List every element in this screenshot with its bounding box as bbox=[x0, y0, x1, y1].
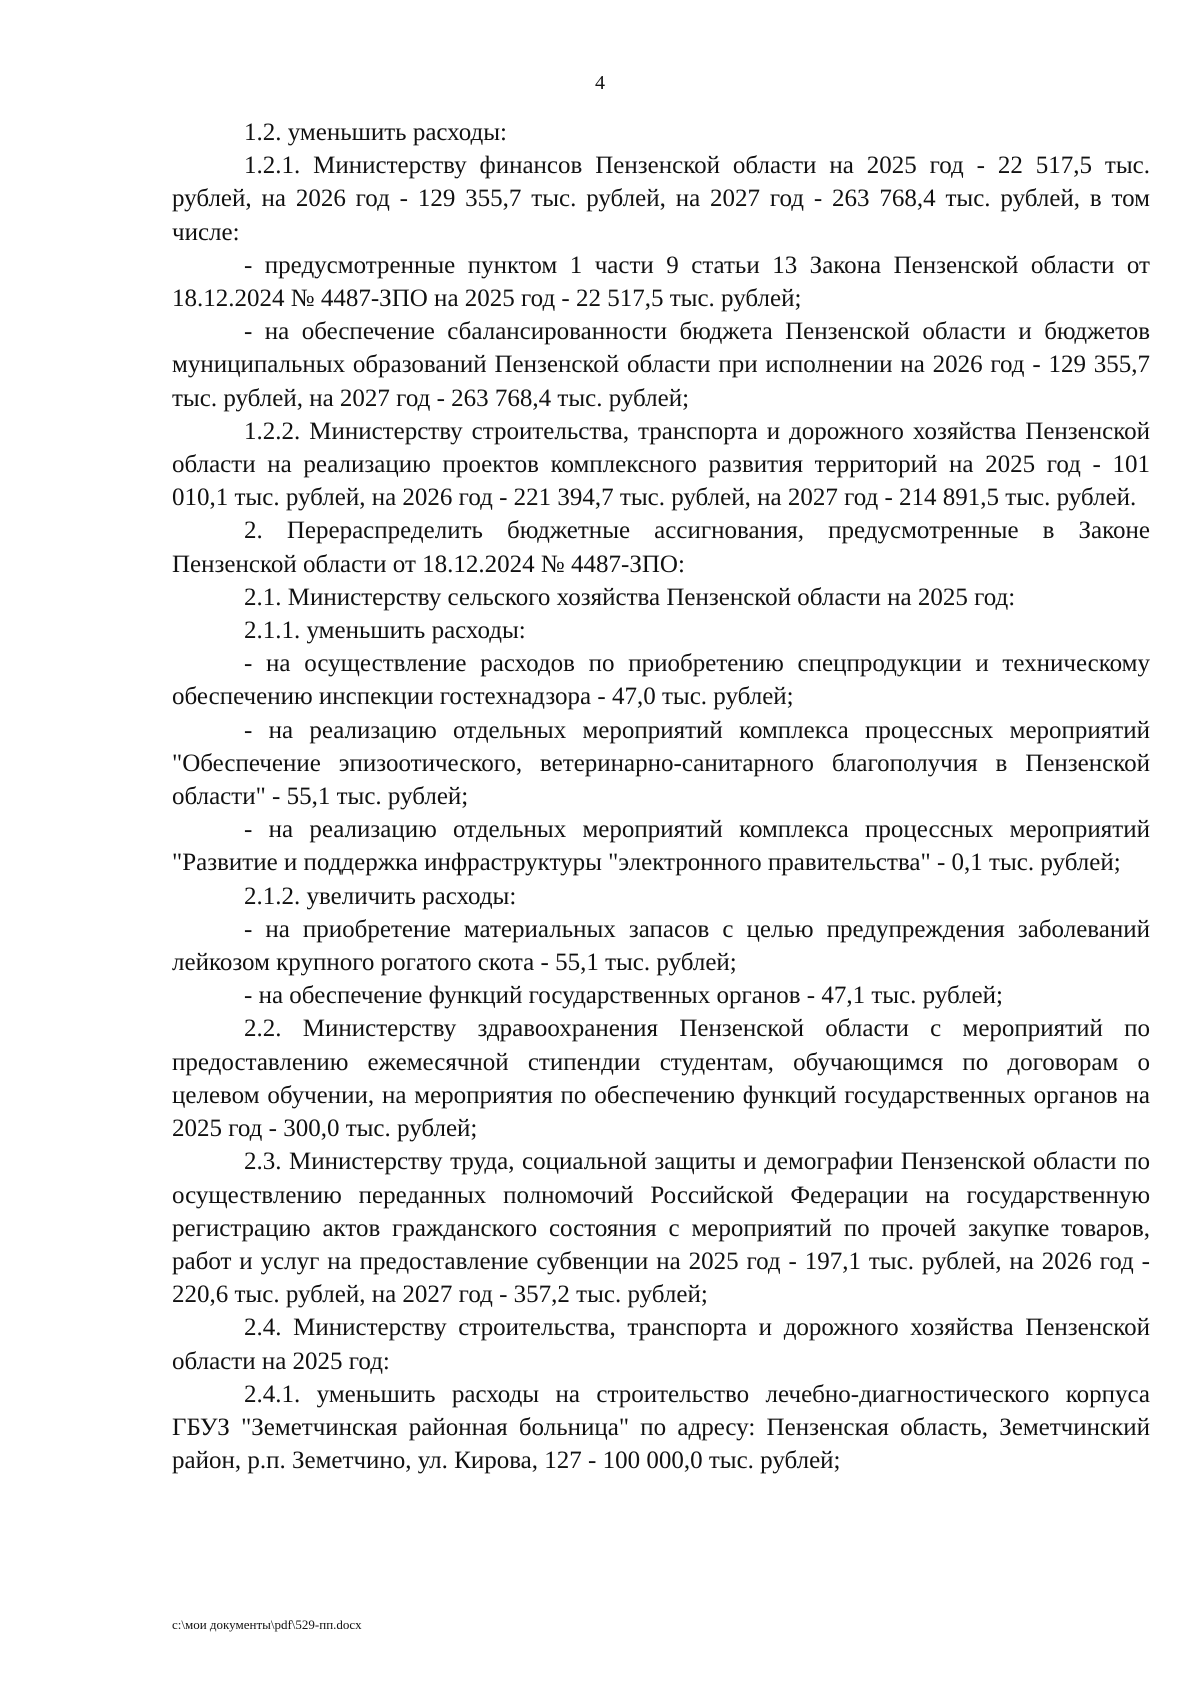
page-number: 4 bbox=[595, 72, 605, 94]
paragraph-2-3: 2.3. Министерству труда, социальной защиты и демографии Пензенской области по осуществлению переданных полномочий Российской Федерации на государственную регистрацию актов гражданского состояния с мероприятий по прочей закупке товаров, работ и услуг на предоставление субвенции на 2025 год - 197,1 тыс. рублей, на 2026 год - 220,6 тыс. рублей, на 2027 год - 357,2 тыс. рублей; bbox=[172, 1148, 1150, 1309]
paragraph-2-4-1: 2.4.1. уменьшить расходы на строительство лечебно-диагностического корпуса ГБУЗ "Земетчинская районная больница" по адресу: Пензенская область, Земетчинский район, р.п. Земетчино, ул. Кирова, 127 - 100 000,0 тыс. рублей; bbox=[172, 1380, 1150, 1475]
paragraph-1-2-1-item-b: - на обеспечение сбалансированности бюджета Пензенской области и бюджетов муниципальных образований Пензенской области при исполнении на 2026 год - 129 355,7 тыс. рублей, на 2027 год - 263 768,4 тыс. рублей; bbox=[172, 318, 1150, 412]
paragraph-2-1-1: 2.1.1. уменьшить расходы: bbox=[244, 617, 526, 645]
paragraph-2-1-1-item-c: - на реализацию отдельных мероприятий комплекса процессных мероприятий "Развитие и поддержка инфраструктуры "электронного правительства" - 0,1 тыс. рублей; bbox=[172, 816, 1150, 877]
paragraph-1-2-1: 1.2.1. Министерству финансов Пензенской области на 2025 год - 22 517,5 тыс. рублей, на 2026 год - 129 355,7 тыс. рублей, на 2027 год - 263 768,4 тыс. рублей, в том числе: bbox=[172, 152, 1150, 246]
paragraph-2-2: 2.2. Министерству здравоохранения Пензенской области с мероприятий по предоставлению ежемесячной стипендии студентам, обучающимся по договорам о целевом обучении, на мероприятия по обеспечению функций государственных органов на 2025 год - 300,0 тыс. рублей; bbox=[172, 1015, 1150, 1143]
paragraph-1-2-2: 1.2.2. Министерству строительства, транспорта и дорожного хозяйства Пензенской области на реализацию проектов комплексного развития территорий на 2025 год - 101 010,1 тыс. рублей, на 2026 год - 221 394,7 тыс. рублей, на 2027 год - 214 891,5 тыс. рублей. bbox=[172, 417, 1150, 512]
document-body bbox=[172, 116, 1150, 1477]
paragraph-2: 2. Перераспределить бюджетные ассигнования, предусмотренные в Законе Пензенской области от 18.12.2024 № 4487-ЗПО: bbox=[172, 517, 1150, 578]
paragraph-2-1: 2.1. Министерству сельского хозяйства Пензенской области на 2025 год: bbox=[244, 583, 1016, 611]
paragraph-2-1-2: 2.1.2. увеличить расходы: bbox=[244, 882, 517, 910]
file-path-footer: c:\мои документы\pdf\529-пп.docx bbox=[172, 1617, 362, 1632]
paragraph-2-1-1-item-a: - на осуществление расходов по приобретению спецпродукции и техническому обеспечению инспекции гостехнадзора - 47,0 тыс. рублей; bbox=[172, 650, 1150, 711]
paragraph-1-2: 1.2. уменьшить расходы: bbox=[244, 119, 507, 146]
paragraph-2-1-2-item-a: - на приобретение материальных запасов с целью предупреждения заболеваний лейкозом крупного рогатого скота - 55,1 тыс. рублей; bbox=[172, 915, 1150, 977]
paragraph-1-2-1-item-a: - предусмотренные пунктом 1 части 9 статьи 13 Закона Пензенской области от 18.12.2024 № 4487-ЗПО на 2025 год - 22 517,5 тыс. рублей; bbox=[172, 251, 1150, 313]
paragraph-2-1-1-item-b: - на реализацию отдельных мероприятий комплекса процессных мероприятий "Обеспечение эпизоотического, ветеринарно-санитарного благополучия в Пензенской области" - 55,1 тыс. рублей; bbox=[172, 716, 1150, 811]
paragraph-2-1-2-item-b: - на обеспечение функций государственных органов - 47,1 тыс. рублей; bbox=[244, 982, 1003, 1010]
paragraph-2-4: 2.4. Министерству строительства, транспорта и дорожного хозяйства Пензенской области на 2025 год: bbox=[172, 1314, 1150, 1375]
